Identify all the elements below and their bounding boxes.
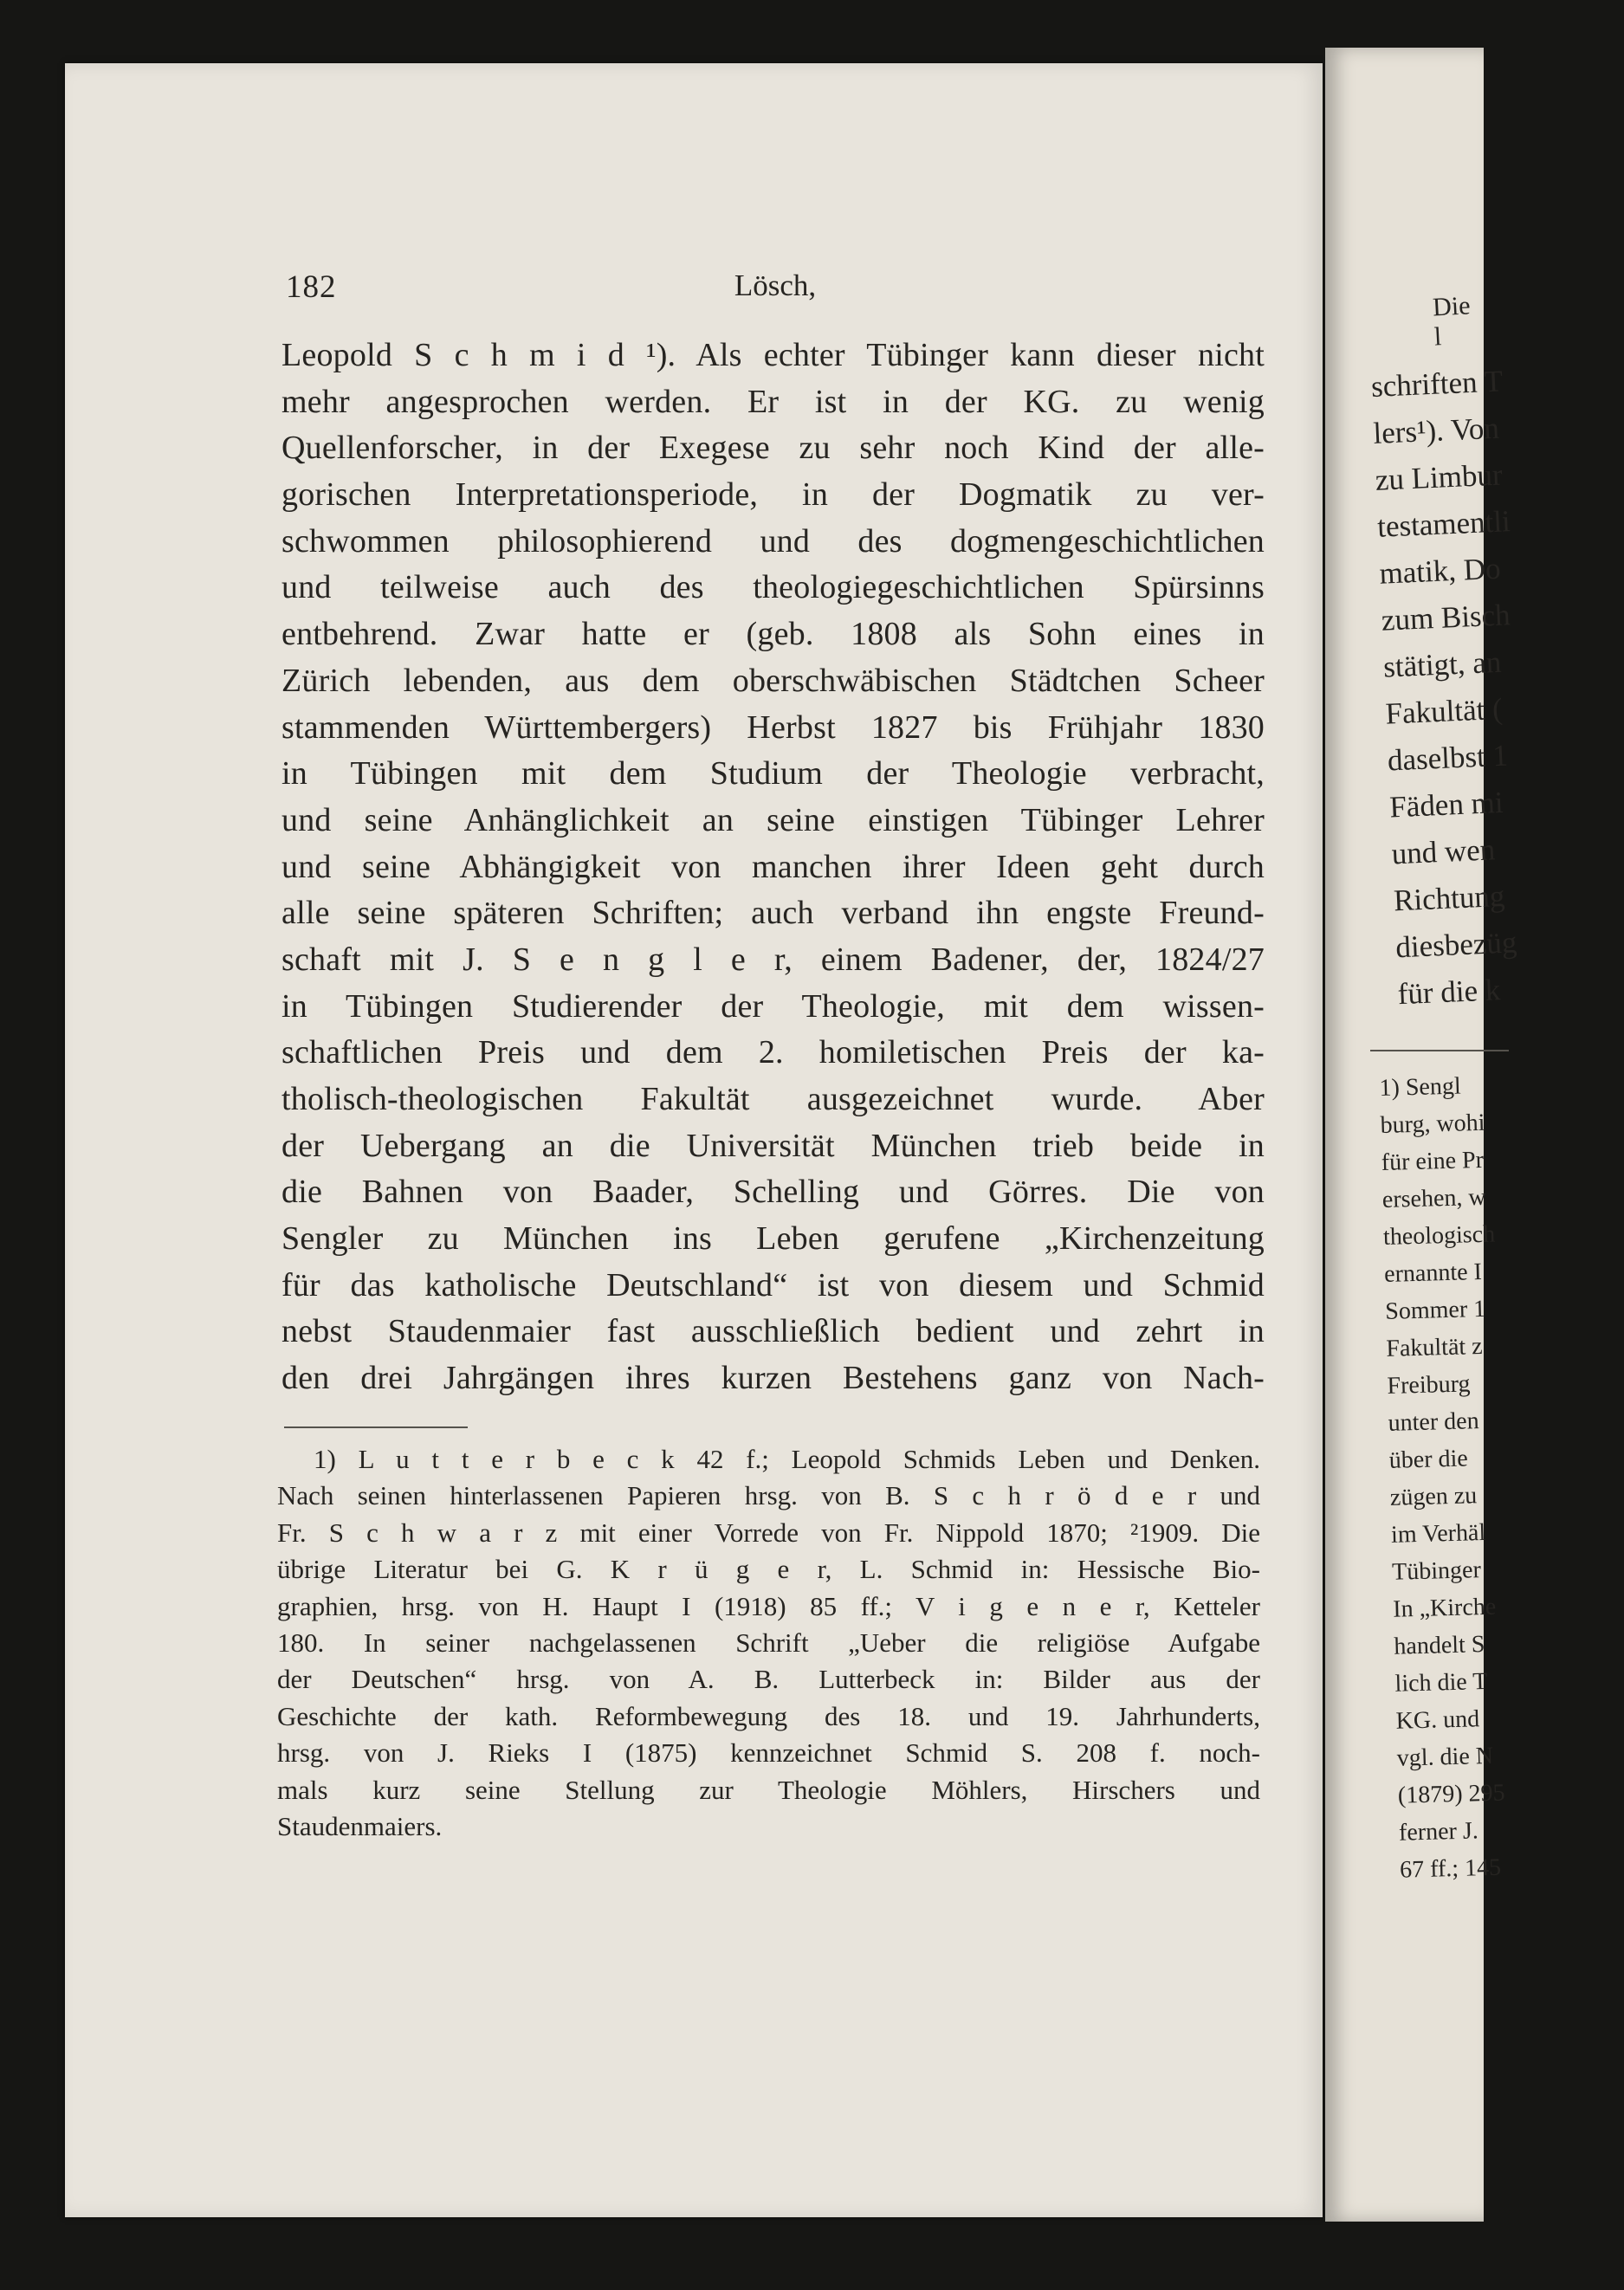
next-page-footnote-line: ernannte I [1383,1258,1483,1288]
text-line: stammenden Württembergers) Herbst 1827 bis Frühjahr 1830 [281,708,1265,746]
next-page-footnote-line: In „Kirche [1392,1593,1497,1623]
next-page-line: testamentli [1376,504,1511,544]
next-page-line: Fäden mi [1388,785,1504,825]
next-page-line: daselbst 1 [1387,738,1509,778]
next-page-footnote-rule [1370,1050,1509,1051]
text-line: mehr angesprochen werden. Er ist in der KG. zu wenig [281,383,1265,420]
footnote-line: der Deutschen“ hrsg. von A. B. Lutterbeck in: Bilder aus der [277,1664,1260,1695]
text-line: die Bahnen von Baader, Schelling und Görres. Die von [281,1174,1265,1211]
footnote-line: mals kurz seine Stellung zur Theologie Möhlers, Hirschers und [277,1774,1260,1805]
text-line: in Tübingen mit dem Studium der Theologie verbracht, [281,755,1265,792]
text-line: und teilweise auch des theologiegeschichtlichen Spürsinns [281,569,1265,606]
next-page-running-head: Die l [1432,291,1472,352]
next-page-footnote-line: Sommer 1 [1384,1295,1486,1325]
text-line: gorischen Interpretationsperiode, in der Dogmatik zu ver- [281,476,1265,514]
next-page-footnote-line: ersehen, w [1381,1183,1487,1213]
text-line: schaftlichen Preis und dem 2. homiletischen Preis der ka- [281,1034,1265,1071]
footnote-line: graphien, hrsg. von H. Haupt I (1918) 85 ff.; V i g e n e r, Ketteler [277,1590,1260,1621]
next-page-footnote-line: über die [1388,1445,1469,1474]
next-page-footnote-line: unter den [1388,1407,1480,1437]
next-page-line: und wen [1390,832,1497,871]
next-page-footnote-line: Tübinger [1391,1556,1482,1586]
next-page-text [1370,354,1624,1019]
next-page-line: matik, Do [1378,551,1502,591]
next-page-line: diesbezüg [1394,925,1518,965]
text-line: tholisch-theologischen Fakultät ausgezeichnet wurde. Aber [281,1081,1265,1117]
text-line: für das katholische Deutschland“ ist von diesem und Schmid [281,1266,1265,1303]
text-line: Sengler zu München ins Leben gerufene „Kirchenzeitung [281,1220,1265,1258]
text-line: Leopold S c h m i d ¹). Als echter Tübinger kann dieser nicht [281,337,1265,373]
next-page-footnote-line: Fakultät z [1386,1332,1484,1362]
next-page-footnote-line: zügen zu [1389,1482,1478,1511]
next-page-footnote-line: handelt S [1394,1631,1485,1660]
text-line: und seine Abhängigkeit von manchen ihrer Ideen geht durch [281,848,1265,885]
next-page-footnotes [1379,1064,1608,1889]
next-page-line: zu Limbur [1375,457,1504,497]
next-page-footnote-line: KG. und [1395,1705,1480,1735]
footnote-line: Fr. S c h w a r z mit einer Vorrede von Fr. Nippold 1870; ²1909. Die [277,1517,1260,1548]
text-line: schaft mit J. S e n g l e r, einem Badener, der, 1824/27 [281,941,1265,978]
next-page-line: zum Bisch [1381,598,1511,637]
footnote-line: Nach seinen hinterlassenen Papieren hrsg. von B. S c h r ö d e r und [277,1480,1260,1511]
next-page-line: für die k [1396,973,1502,1012]
next-page-line: stätigt, an [1382,644,1503,684]
text-line: und seine Anhänglichkeit an seine einstigen Tübinger Lehrer [281,801,1265,838]
footnote-line: hrsg. von J. Rieks I (1875) kennzeichnet Schmid S. 208 f. noch- [277,1737,1260,1769]
text-line: Quellenforscher, in der Exegese zu sehr noch Kind der alle- [281,430,1265,467]
next-page-footnote-line: 1) Sengl [1379,1072,1462,1102]
next-page-footnote-line: Freiburg [1387,1370,1471,1400]
text-line: nebst Staudenmaier fast ausschließlich bedient und zehrt in [281,1313,1265,1350]
page-header [286,268,1265,312]
next-page-footnote-line: ferner J. [1398,1817,1479,1847]
text-line: schwommen philosophierend und des dogmengeschichtlichen [281,522,1265,560]
next-page-footnote-line: 67 ff.; 145 [1399,1853,1502,1884]
main-text [281,333,1265,1402]
next-page-footnote-line: vgl. die N [1396,1742,1494,1772]
footnote-line: übrige Literatur bei G. K r ü g e r, L. Schmid in: Hessische Bio- [277,1554,1260,1585]
text-line: Zürich lebenden, aus dem oberschwäbischen Städtchen Scheer [281,662,1265,699]
next-page-edge [1325,48,1518,2222]
next-page-line: schriften T [1370,364,1504,404]
text-line: alle seine späteren Schriften; auch verband ihn engste Freund- [281,895,1265,932]
next-page-footnote-line: lich die T [1394,1667,1488,1698]
next-page-line: Fakultät ( [1384,691,1504,731]
text-line: entbehrend. Zwar hatte er (geb. 1808 als Sohn eines in [281,616,1265,653]
next-page-footnote-line: theologisch [1382,1220,1496,1251]
next-page-footnote-line: im Verhäl [1390,1518,1486,1549]
next-page-line: Richtung [1393,878,1506,918]
footnote-line: 180. In seiner nachgelassenen Schrift „Ueber die religiöse Aufgabe [277,1627,1260,1658]
next-page-footnote-line: burg, wohi [1380,1109,1485,1139]
text-line: in Tübingen Studierender der Theologie, mit dem wissen- [281,987,1265,1025]
next-page-footnote-line: (1879) 295 [1397,1779,1505,1809]
text-line: den drei Jahrgängen ihres kurzen Bestehens ganz von Nach- [281,1360,1265,1397]
footnotes [277,1441,1260,1845]
text-line: der Uebergang an die Universität München trieb beide in [281,1127,1265,1164]
page-number: 182 [286,269,337,305]
footnote-line: 1) L u t t e r b e c k 42 f.; Leopold Schmids Leben und Denken. [314,1444,1260,1474]
footnote-line: Geschichte der kath. Reformbewegung des 18. und 19. Jahrhunderts, [277,1700,1260,1731]
footnote-line: Staudenmaiers. [277,1810,443,1841]
running-head: Lösch, [734,268,817,302]
next-page-footnote-line: für eine Pr [1381,1146,1485,1176]
next-page-line: lers¹). Von [1372,411,1500,450]
footnote-rule [284,1426,468,1428]
